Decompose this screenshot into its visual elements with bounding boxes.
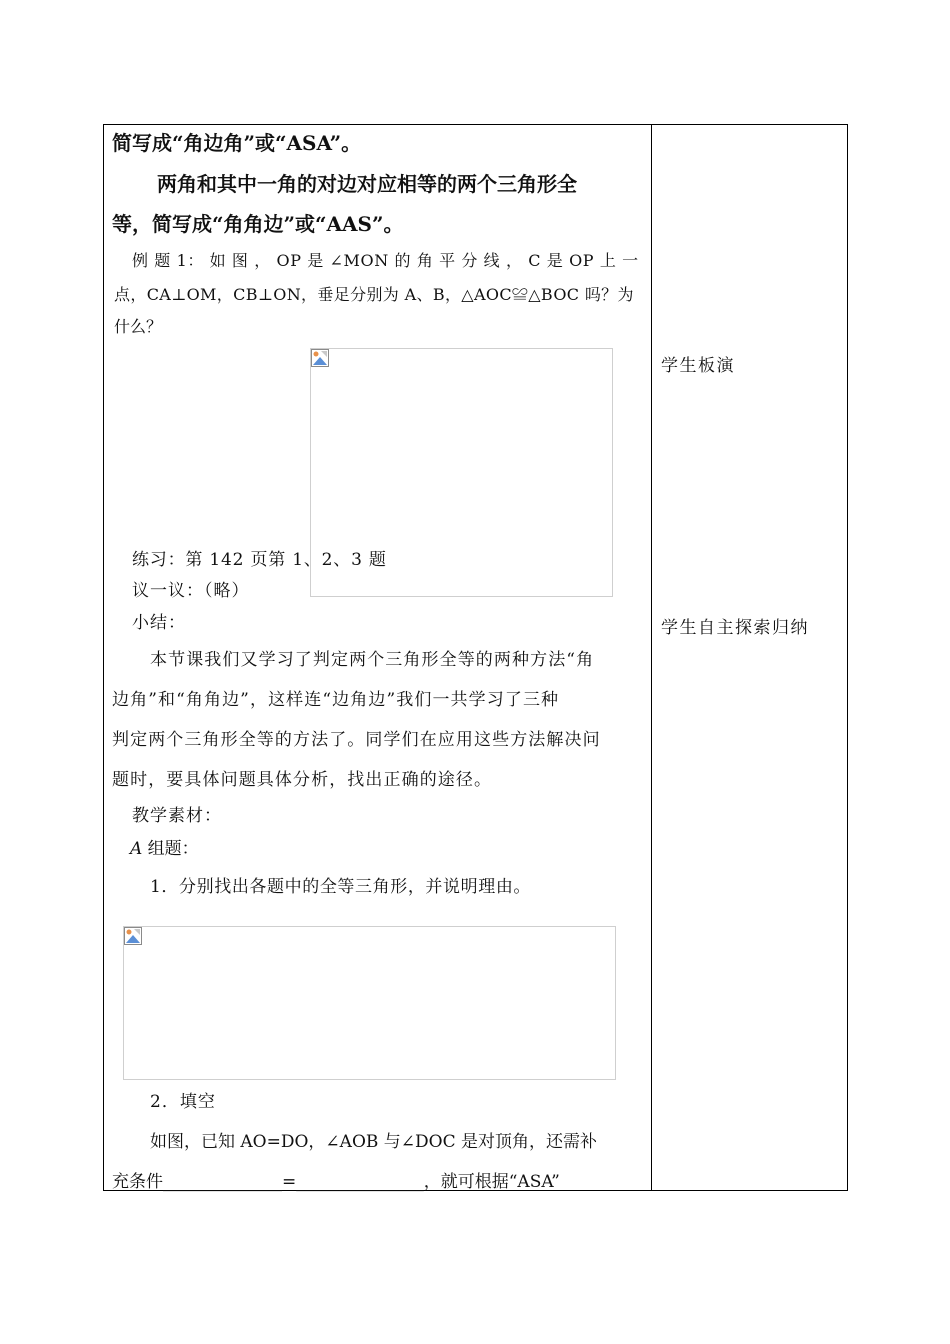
bold-line-aas-1: 两角和其中一角的对边对应相等的两个三角形全 bbox=[157, 172, 577, 196]
example-line-2: 点，CA⊥OM，CB⊥ON，垂足分别为 A、B，△AOC≌△BOC 吗？为 bbox=[114, 285, 634, 304]
teaching-note-board: 学生板演 bbox=[661, 356, 735, 376]
materials-label: 教学素材： bbox=[132, 806, 222, 826]
group-a-letter: A bbox=[130, 839, 143, 859]
bold-line-asa: 简写成“角边角”或“ASA”。 bbox=[112, 131, 362, 155]
question-1: 1．分别找出各题中的全等三角形，并说明理由。 bbox=[150, 877, 532, 897]
question-1-figure bbox=[123, 926, 616, 1080]
summary-line-1: 本节课我们又学习了判定两个三角形全等的两种方法“角 bbox=[150, 650, 595, 670]
column-divider bbox=[651, 124, 652, 1191]
summary-label: 小结： bbox=[132, 613, 186, 633]
summary-line-4: 题时，要具体问题具体分析，找出正确的途径。 bbox=[112, 770, 493, 790]
example-line-1: 例 题 1： 如 图 ， OP 是 ∠MON 的 角 平 分 线 ， C 是 OP 上 一 bbox=[132, 251, 639, 270]
practice-line: 练习：第 142 页第 1、2、3 题 bbox=[132, 550, 387, 570]
question-2-line-2: 充条件______________=_______________，就可根据“ASA” bbox=[112, 1172, 560, 1192]
broken-image-icon bbox=[311, 349, 329, 367]
bold-line-aas-2: 等，简写成“角角边”或“AAS”。 bbox=[112, 212, 404, 236]
discuss-line: 议一议：（略） bbox=[132, 581, 250, 601]
broken-image-icon bbox=[124, 927, 142, 945]
summary-line-2: 边角”和“角角边”，这样连“边角边”我们一共学习了三种 bbox=[112, 690, 560, 710]
question-2: 2．填空 bbox=[150, 1092, 216, 1112]
group-a-label bbox=[130, 834, 199, 859]
teaching-note-explore: 学生自主探索归纳 bbox=[661, 618, 809, 638]
group-a-text: 组题： bbox=[142, 839, 199, 859]
question-2-line-1: 如图，已知 AO=DO，∠AOB 与∠DOC 是对顶角，还需补 bbox=[150, 1132, 598, 1152]
example-line-3: 什么？ bbox=[114, 317, 163, 336]
summary-line-3: 判定两个三角形全等的方法了。同学们在应用这些方法解决问 bbox=[112, 730, 601, 750]
